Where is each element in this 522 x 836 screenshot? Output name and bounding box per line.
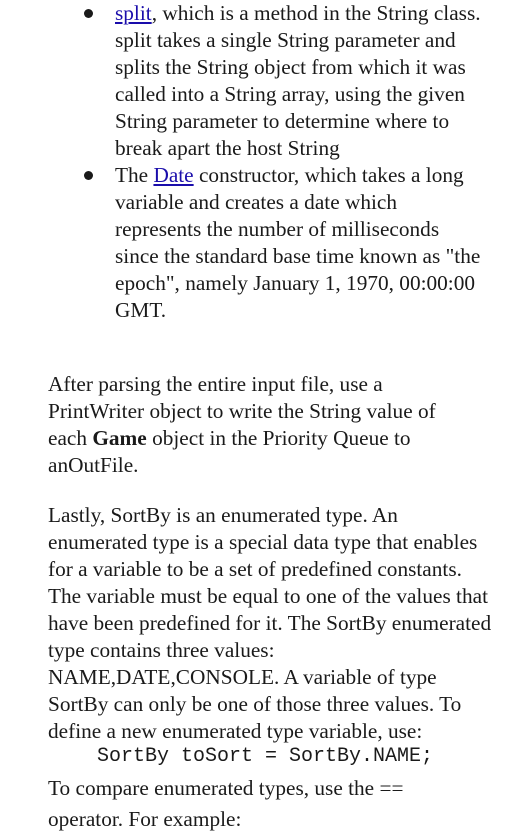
paragraph-printwriter xyxy=(48,371,468,479)
list-item-split xyxy=(0,0,495,162)
paragraph-sortby: Lastly, SortBy is an enumerated type. An enumerated type is a special data type that enables for a variable to be a set of predefined constants. The variable must be equal to one of the values that have been predefined for it. The SortBy enumerated type contains three values: NAME,DATE,CONSOLE. A variable of type SortBy can only be one of those three values. To define a new enumerated type variable, use: xyxy=(48,503,492,743)
split-description: , which is a method in the String class. split takes a single String parameter and splits the String object from which it was called into a String array, using the given String parameter to determine where to break apart the host String xyxy=(115,1,481,160)
date-link[interactable]: Date xyxy=(153,163,194,187)
paragraph-printwriter-after: object in the Priority Queue to anOutFile. xyxy=(48,426,411,477)
split-link[interactable]: split xyxy=(115,1,152,25)
game-bold: Game xyxy=(92,426,147,450)
paragraph-compare: To compare enumerated types, use the == operator. For example: xyxy=(48,776,404,831)
bullet-dot xyxy=(84,171,93,180)
bullet-list xyxy=(0,0,495,324)
date-prefix: The xyxy=(115,163,154,187)
paragraph-printwriter-before: After parsing the entire input file, use a PrintWriter object to write the String value of each xyxy=(48,372,436,450)
bullet-dot xyxy=(84,9,93,18)
date-description: constructor, which takes a long variable and creates a date which represents the number of milliseconds since the standard base time known as "the epoch", namely January 1, 1970, 00:00:00 GMT. xyxy=(115,163,481,322)
list-item-date xyxy=(0,162,485,324)
code-snippet: SortBy toSort = SortBy.NAME; xyxy=(97,745,434,768)
